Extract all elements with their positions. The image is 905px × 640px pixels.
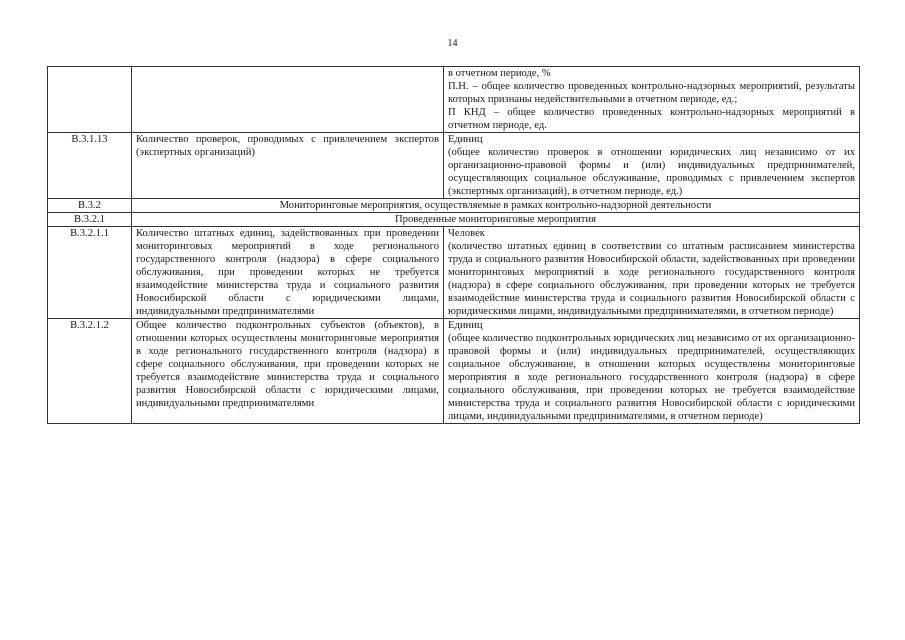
section-row	[48, 213, 860, 227]
indicator-unit: Единиц	[448, 134, 483, 145]
section-title: Проведенные мониторинговые мероприятия	[132, 213, 860, 227]
description-line: (общее количество проверок в отношении юридических лиц независимо от их организационно-правовой формы и (или) индивидуальных предпринимателей, осуществляющих социальное обслуживание, проводимых с привлечением экспертов (экспертных организаций), в отчетном периоде, ед.)	[448, 147, 855, 197]
indicator-name: Общее количество подконтрольных субъектов (объектов), в отношении которых осуществлены мониторинговые мероприятия в ходе регионального государственного контроля (надзора) в сфере социального обслуживания, при проведении которых не требуется взаимодействие министерства труда и социального развития Новосибирской области с юридическими лицами, индивидуальными предпринимателями	[132, 319, 444, 424]
description-line: П КНД – общее количество проведенных контрольно-надзорных мероприятий в отчетном периоде, ед.	[448, 107, 855, 131]
indicators-table	[47, 66, 860, 424]
table-row	[48, 319, 860, 424]
indicator-code: В.3.2.1.1	[48, 227, 132, 319]
indicator-description	[444, 133, 860, 199]
indicator-description	[444, 319, 860, 424]
indicator-unit: Единиц	[448, 320, 483, 331]
table-row	[48, 227, 860, 319]
section-code: В.3.2.1	[48, 213, 132, 227]
indicator-description	[444, 227, 860, 319]
description-line: П.Н. – общее количество проведенных контрольно-надзорных мероприятий, результаты которых признаны недействительными в отчетном периоде, ед.;	[448, 81, 855, 105]
description-line: в отчетном периоде, %	[448, 68, 551, 79]
section-title: Мониторинговые мероприятия, осуществляемые в рамках контрольно-надзорной деятельности	[132, 199, 860, 213]
indicator-code: В.3.1.13	[48, 133, 132, 199]
indicator-name	[132, 67, 444, 133]
section-row	[48, 199, 860, 213]
description-line: (количество штатных единиц в соответствии со штатным расписанием министерства труда и социального развития Новосибирской области, задействованных при проведении мониторинговых мероприятий в ходе регионального государственного контроля (надзора) в сфере социального обслуживания, при проведении которых не требуется взаимодействие министерства труда и социального развития Новосибирской области с юридическими лицами, индивидуальными предпринимателями, в отчетном периоде)	[448, 241, 855, 317]
indicator-description	[444, 67, 860, 133]
indicator-code	[48, 67, 132, 133]
indicator-name: Количество штатных единиц, задействованных при проведении мониторинговых мероприятий в ходе регионального государственного контроля (надзора) в сфере социального обслуживания, при проведении которых не требуется взаимодействие министерства труда и социального развития Новосибирской области с юридическими лицами, индивидуальными предпринимателями	[132, 227, 444, 319]
indicator-name: Количество проверок, проводимых с привлечением экспертов (экспертных организаций)	[132, 133, 444, 199]
indicator-code: В.3.2.1.2	[48, 319, 132, 424]
table-row	[48, 67, 860, 133]
description-line: (общее количество подконтрольных юридических лиц независимо от их организационно-правовой формы и (или) индивидуальных предпринимателей, осуществляющих социальное обслуживание, в отношении которых осуществлены мониторинговые мероприятия в ходе регионального государственного контроля (надзора) в сфере социального обслуживания, при проведении которых не требуется взаимодействие министерства труда и социального развития Новосибирской области с юридическими лицами, индивидуальными предпринимателями, в отчетном периоде)	[448, 333, 855, 422]
section-code: В.3.2	[48, 199, 132, 213]
table-row	[48, 133, 860, 199]
indicator-unit: Человек	[448, 228, 485, 239]
page-number: 14	[447, 38, 458, 49]
